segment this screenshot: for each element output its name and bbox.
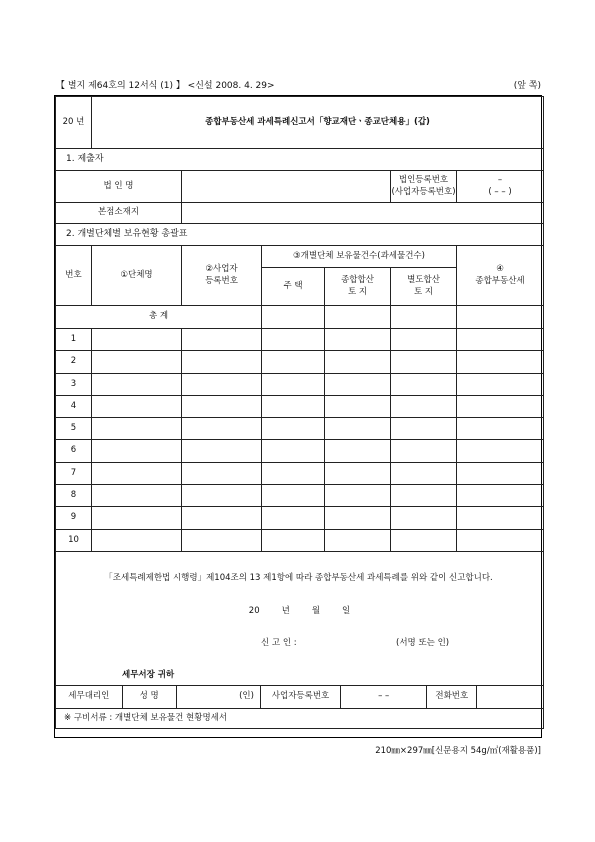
row-sep-land[interactable] — [391, 329, 457, 351]
agent-phone-field[interactable] — [477, 686, 543, 708]
row-tax[interactable] — [457, 529, 544, 551]
row-agg-land[interactable] — [325, 485, 391, 507]
declaration-row — [56, 551, 544, 685]
table-row — [56, 462, 544, 484]
row-group-name[interactable] — [92, 395, 182, 417]
declaration-date — [56, 606, 543, 617]
row-biz-reg[interactable] — [182, 485, 262, 507]
row-group-name[interactable] — [92, 485, 182, 507]
row-sep-land[interactable] — [391, 351, 457, 373]
row-group-name[interactable] — [92, 440, 182, 462]
row-housing[interactable] — [262, 507, 325, 529]
corp-reg-dash: – — [497, 175, 503, 186]
total-tax[interactable] — [457, 306, 544, 329]
row-number: 8 — [56, 485, 92, 507]
total-sep-land[interactable] — [391, 306, 457, 329]
title-row — [56, 97, 544, 149]
section1-header — [56, 149, 544, 171]
date-year-unit: 년 — [281, 605, 290, 616]
row-housing[interactable] — [262, 329, 325, 351]
row-number: 3 — [56, 373, 92, 395]
col-no: 번호 — [56, 246, 92, 306]
hq-label: 본점소재지 — [56, 203, 182, 224]
row-tax[interactable] — [457, 351, 544, 373]
row-sep-land[interactable] — [391, 418, 457, 440]
col-tax-line1: ④ — [496, 264, 504, 275]
row-group-name[interactable] — [92, 507, 182, 529]
row-number: 4 — [56, 395, 92, 417]
page-side-label: (앞 쪽) — [513, 81, 541, 91]
row-sep-land[interactable] — [391, 373, 457, 395]
row-agg-land[interactable] — [325, 395, 391, 417]
row-biz-reg[interactable] — [182, 440, 262, 462]
agent-table — [56, 686, 543, 708]
corp-row — [56, 171, 544, 203]
col-housing: 주 택 — [262, 268, 325, 306]
row-agg-land[interactable] — [325, 373, 391, 395]
row-housing[interactable] — [262, 462, 325, 484]
agent-reg-label: 사업자등록번호 — [260, 686, 340, 708]
row-biz-reg[interactable] — [182, 373, 262, 395]
corp-name-label: 법 인 명 — [56, 171, 182, 203]
col-holdings: ③개별단체 보유물건수(과세물건수) — [262, 246, 457, 268]
table-row — [56, 418, 544, 440]
row-agg-land[interactable] — [325, 351, 391, 373]
row-biz-reg[interactable] — [182, 418, 262, 440]
corp-name-field[interactable] — [182, 171, 391, 203]
total-housing[interactable] — [262, 306, 325, 329]
corp-reg-field[interactable] — [457, 171, 544, 203]
row-biz-reg[interactable] — [182, 395, 262, 417]
row-housing[interactable] — [262, 418, 325, 440]
row-tax[interactable] — [457, 485, 544, 507]
row-sep-land[interactable] — [391, 485, 457, 507]
agent-phone-label: 전화번호 — [427, 686, 477, 708]
row-agg-land[interactable] — [325, 418, 391, 440]
section2-header — [56, 224, 544, 246]
row-group-name[interactable] — [92, 529, 182, 551]
date-year: 20 — [248, 605, 260, 616]
row-agg-land[interactable] — [325, 329, 391, 351]
row-housing[interactable] — [262, 373, 325, 395]
paper-spec: 210㎜×297㎜[신문용지 54g/㎡(재활용품)] — [375, 746, 541, 756]
total-row — [56, 306, 544, 329]
agent-cell — [56, 685, 544, 708]
row-sep-land[interactable] — [391, 440, 457, 462]
row-biz-reg[interactable] — [182, 529, 262, 551]
agent-reg-value[interactable]: – – — [341, 686, 427, 708]
col-biz-reg-line1: ②사업자 — [205, 264, 238, 275]
holdings-rows — [56, 329, 544, 552]
row-housing[interactable] — [262, 351, 325, 373]
section2-label: 2. 개별단체별 보유현황 총괄표 — [56, 224, 544, 246]
row-group-name[interactable] — [92, 329, 182, 351]
table-row — [56, 440, 544, 462]
row-tax[interactable] — [457, 329, 544, 351]
row-agg-land[interactable] — [325, 507, 391, 529]
form-frame — [54, 95, 542, 738]
tax-form-table — [55, 96, 544, 729]
form-reference: 【 별지 제64호의 12서식 (1) 】 <신설 2008. 4. 29> — [56, 81, 275, 91]
row-sep-land[interactable] — [391, 462, 457, 484]
table-row — [56, 329, 544, 351]
hq-field[interactable] — [182, 203, 544, 224]
row-group-name[interactable] — [92, 351, 182, 373]
row-group-name[interactable] — [92, 418, 182, 440]
row-number: 10 — [56, 529, 92, 551]
row-group-name[interactable] — [92, 373, 182, 395]
col-sep-land — [391, 268, 457, 306]
col-agg-land-line2: 토 지 — [347, 286, 368, 297]
col-biz-reg-line2: 등록번호 — [205, 275, 238, 286]
date-month-unit: 월 — [311, 605, 321, 616]
table-row — [56, 351, 544, 373]
total-label: 총 계 — [56, 306, 262, 329]
row-housing[interactable] — [262, 440, 325, 462]
table-row — [56, 373, 544, 395]
row-tax[interactable] — [457, 418, 544, 440]
tax-office-addressee: 세무서장 귀하 — [122, 669, 175, 680]
corp-reg-label-line2: (사업자등록번호) — [391, 186, 456, 197]
row-sep-land[interactable] — [391, 529, 457, 551]
agent-row — [56, 685, 544, 708]
agent-name-label: 성 명 — [122, 686, 176, 708]
form-title: 종합부동산세 과세특례신고서「향교재단ㆍ종교단체용」(갑) — [92, 97, 544, 149]
row-number: 7 — [56, 462, 92, 484]
table-row — [56, 485, 544, 507]
row-agg-land[interactable] — [325, 462, 391, 484]
title-year: 20 년 — [56, 97, 92, 149]
row-agg-land[interactable] — [325, 529, 391, 551]
row-tax[interactable] — [457, 507, 544, 529]
col-agg-land-line1: 종합합산 — [341, 275, 374, 286]
col-tax-line2: 종합부동산세 — [475, 275, 525, 286]
table-row — [56, 529, 544, 551]
col-biz-reg — [182, 246, 262, 306]
row-number: 6 — [56, 440, 92, 462]
row-biz-reg[interactable] — [182, 462, 262, 484]
table-row — [56, 395, 544, 417]
row-number: 9 — [56, 507, 92, 529]
attachment-row — [56, 708, 544, 728]
hq-row — [56, 203, 544, 224]
section1-label: 1. 제출자 — [56, 149, 544, 171]
row-housing[interactable] — [262, 529, 325, 551]
col-tax — [457, 246, 544, 306]
row-tax[interactable] — [457, 440, 544, 462]
attachment-note: ※ 구비서류 : 개별단체 보유물건 현황명세서 — [56, 708, 544, 728]
corp-reg-label-line1: 법인등록번호 — [398, 175, 449, 186]
sign-hint: (서명 또는 인) — [396, 637, 450, 648]
agent-label: 세무대리인 — [56, 686, 122, 708]
corp-reg-label — [391, 171, 457, 203]
col-sep-land-line2: 토 지 — [413, 286, 434, 297]
date-day-unit: 일 — [342, 605, 351, 616]
row-biz-reg[interactable] — [182, 507, 262, 529]
row-biz-reg[interactable] — [182, 351, 262, 373]
row-group-name[interactable] — [92, 462, 182, 484]
total-agg-land[interactable] — [325, 306, 391, 329]
row-housing[interactable] — [262, 395, 325, 417]
table-row — [56, 507, 544, 529]
row-number: 5 — [56, 418, 92, 440]
row-agg-land[interactable] — [325, 440, 391, 462]
row-tax[interactable] — [457, 462, 544, 484]
col-group-name: ①단체명 — [92, 246, 182, 306]
agent-seal[interactable]: (인) — [176, 686, 260, 708]
signer-label: 신 고 인 : — [261, 637, 297, 648]
col-sep-land-line1: 별도합산 — [407, 275, 440, 286]
row-housing[interactable] — [262, 485, 325, 507]
row-number: 2 — [56, 351, 92, 373]
row-number: 1 — [56, 329, 92, 351]
row-sep-land[interactable] — [391, 507, 457, 529]
columns-header-row1 — [56, 246, 544, 268]
row-biz-reg[interactable] — [182, 329, 262, 351]
row-tax[interactable] — [457, 373, 544, 395]
declaration-block — [56, 551, 544, 685]
col-agg-land — [325, 268, 391, 306]
row-tax[interactable] — [457, 395, 544, 417]
row-sep-land[interactable] — [391, 395, 457, 417]
biz-reg-dashes: ( – – ) — [488, 186, 512, 197]
declaration-text: 「조세특례제한법 시행령」제104조의 13 제1항에 따라 종합부동산세 과세특례를 위와 같이 신고합니다. — [104, 572, 493, 583]
